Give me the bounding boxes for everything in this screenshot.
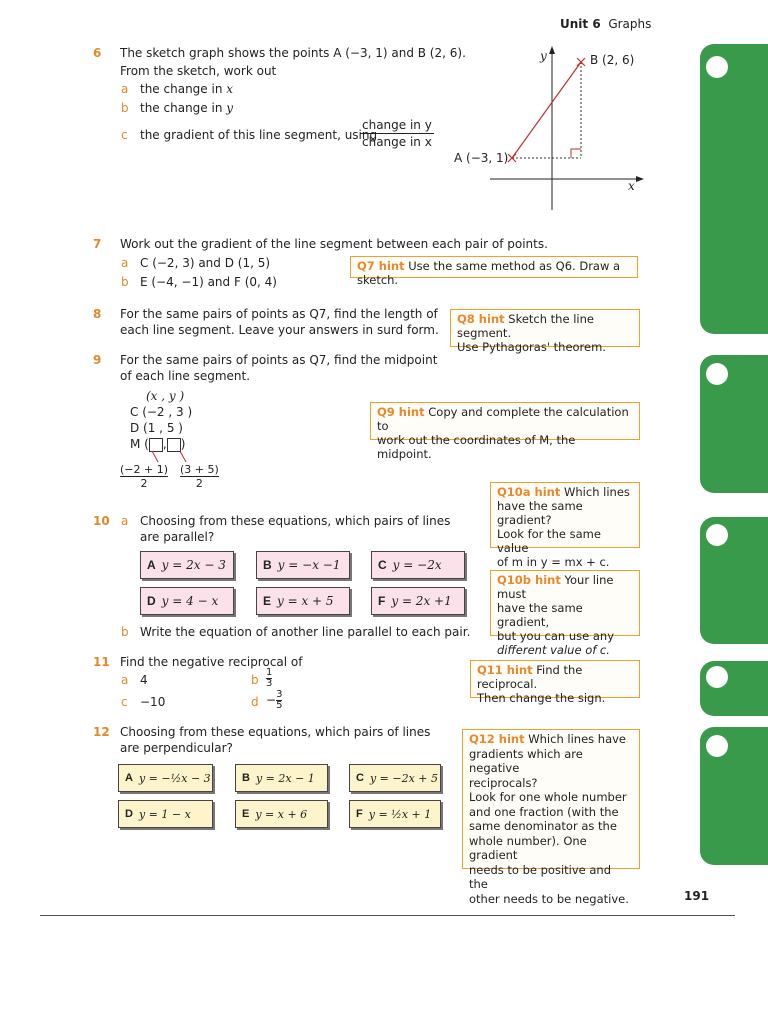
q9-row-d: D (1 , 5 ) bbox=[130, 421, 183, 435]
q12-equation-b: B y = 2x − 1 bbox=[235, 764, 328, 792]
q8-line1: For the same pairs of points as Q7, find the length of bbox=[120, 307, 438, 321]
q12-hint bbox=[462, 729, 640, 906]
q11-text: Find the negative reciprocal of bbox=[120, 655, 303, 669]
q11-b-label: b bbox=[251, 673, 259, 687]
q6-number: 6 bbox=[93, 46, 102, 60]
q11-hint-line2: Then change the sign. bbox=[477, 691, 606, 705]
progress-icon bbox=[706, 363, 728, 385]
q10b-hint-line: different value of c. bbox=[497, 643, 610, 657]
q11-b bbox=[266, 668, 272, 689]
q12-hint-line: same denominator as the bbox=[469, 819, 617, 833]
q7-number: 7 bbox=[93, 237, 102, 251]
q7-hint-text: Use the same method as Q6. Draw a sketch. bbox=[357, 259, 621, 287]
progress-icon bbox=[706, 56, 728, 78]
unit-header bbox=[560, 16, 651, 32]
q6-line2: From the sketch, work out bbox=[120, 64, 277, 78]
q7-hint bbox=[350, 256, 638, 287]
q6-line1: The sketch graph shows the points A (−3, 1) and B (2, 6). bbox=[120, 46, 466, 60]
q12-hint-line: whole number). One gradient bbox=[469, 833, 587, 862]
q11-b-den: 3 bbox=[266, 678, 273, 689]
graph-point-a: A (−3, 1) bbox=[454, 151, 509, 165]
progress-icon bbox=[706, 666, 728, 688]
q10b-hint-label: Q10b hint bbox=[497, 573, 561, 587]
q10-equation-a: A y = 2x − 3 bbox=[140, 551, 234, 579]
q12-equation-e: E y = x + 6 bbox=[235, 800, 328, 828]
q8-hint-label: Q8 hint bbox=[457, 312, 505, 326]
q10-equation-e: E y = x + 5 bbox=[256, 587, 350, 615]
q9-calc-right-top: (3 + 5) bbox=[180, 463, 219, 476]
q10a-hint-label: Q10a hint bbox=[497, 485, 561, 499]
q10b-hint-line: have the same gradient, bbox=[497, 601, 583, 629]
q12-equation-d: D y = 1 − x bbox=[118, 800, 213, 828]
q9-calc-right-bottom: 2 bbox=[195, 477, 203, 490]
q10-equation-c: C y = −2x bbox=[371, 551, 465, 579]
q6-b-label: b bbox=[121, 101, 129, 115]
q12-line2: are perpendicular? bbox=[120, 741, 233, 755]
q12-hint-line: needs to be positive and the bbox=[469, 862, 612, 891]
q7-a-label: a bbox=[121, 256, 129, 270]
q11-d-label: d bbox=[251, 695, 259, 709]
q9-hint-label: Q9 hint bbox=[377, 405, 425, 419]
q9-hint-line2: work out the coordinates of M, the midpoint. bbox=[377, 433, 576, 461]
q10-equation-f: F y = 2x +1 bbox=[371, 587, 465, 615]
q12-equation-f: F y = ½x + 1 bbox=[349, 800, 441, 828]
q6-c: the gradient of this line segment, using bbox=[140, 128, 378, 142]
q6-frac-bottom: change in x bbox=[362, 135, 432, 149]
graph-y-axis-label: y bbox=[540, 49, 547, 63]
q6-a-label: a bbox=[121, 82, 129, 96]
q10-a-label: a bbox=[121, 514, 129, 528]
side-tab-1 bbox=[700, 44, 768, 334]
q10-equation-d: D y = 4 − x bbox=[140, 587, 234, 615]
graph-x-axis-label: x bbox=[628, 179, 635, 193]
q6-a: the change in x bbox=[140, 82, 234, 96]
q7-text: Work out the gradient of the line segment between each pair of points. bbox=[120, 237, 548, 251]
q11-c: −10 bbox=[140, 695, 166, 709]
q11-a: 4 bbox=[140, 673, 148, 687]
q10-equation-b: B y = −x −1 bbox=[256, 551, 350, 579]
q8-line2: each line segment. Leave your answers in surd form. bbox=[120, 323, 439, 337]
q10a-hint bbox=[490, 482, 640, 569]
q9-calc-left-top: (−2 + 1) bbox=[120, 463, 169, 476]
q9-row-m: M ( , ) bbox=[130, 437, 186, 451]
q6-b: the change in y bbox=[140, 101, 234, 115]
q9-number: 9 bbox=[93, 353, 102, 367]
q11-b-num: 1 bbox=[266, 667, 273, 678]
q10a-hint-line: have the same gradient? bbox=[497, 499, 583, 527]
q11-d-den: 5 bbox=[276, 700, 283, 711]
q10-b-label: b bbox=[121, 625, 129, 639]
q12-hint-line: gradients which are negative bbox=[469, 746, 583, 775]
q12-hint-line: Look for one whole number bbox=[469, 790, 627, 804]
q10a-hint-line: Look for the same value bbox=[497, 527, 601, 555]
q12-hint-line: Which lines have bbox=[528, 732, 627, 746]
q12-equation-a: A y = −½x − 3 bbox=[118, 764, 213, 792]
q7-hint-label: Q7 hint bbox=[357, 259, 405, 273]
q10b-hint-line: Your line must bbox=[497, 573, 614, 601]
q12-number: 12 bbox=[93, 725, 110, 739]
q9-row-header: (x , y ) bbox=[146, 389, 185, 403]
q11-c-label: c bbox=[121, 695, 128, 709]
q11-number: 11 bbox=[93, 655, 110, 669]
q11-d: − $\frac{3}{5}$ bbox=[266, 689, 283, 711]
q10b-hint-line: but you can use any bbox=[497, 629, 615, 643]
q9-calc-left-bottom: 2 bbox=[140, 477, 148, 490]
q6-fraction bbox=[360, 117, 434, 150]
q11-a-label: a bbox=[121, 673, 129, 687]
q9-calc-right bbox=[180, 463, 219, 490]
q10a-hint-line: Which lines bbox=[564, 485, 630, 499]
graph-point-b: B (2, 6) bbox=[590, 53, 635, 67]
q9-line2: of each line segment. bbox=[120, 369, 251, 383]
q7-a: C (−2, 3) and D (1, 5) bbox=[140, 256, 271, 270]
q9-hint-line1: Copy and complete the calculation to bbox=[377, 405, 629, 433]
unit-topic: Graphs bbox=[608, 17, 652, 31]
q10-a-line2: are parallel? bbox=[140, 530, 215, 544]
q9-line1: For the same pairs of points as Q7, find the midpoint bbox=[120, 353, 438, 367]
q11-hint-line1: Find the reciprocal. bbox=[477, 663, 583, 691]
q12-line1: Choosing from these equations, which pairs of lines bbox=[120, 725, 431, 739]
q7-b: E (−4, −1) and F (0, 4) bbox=[140, 275, 277, 289]
q10-b-text: Write the equation of another line parallel to each pair. bbox=[140, 625, 471, 639]
progress-icon bbox=[706, 735, 728, 757]
q9-hint bbox=[370, 402, 640, 461]
q9-calc-left bbox=[120, 463, 168, 490]
progress-icon bbox=[706, 524, 728, 546]
q8-number: 8 bbox=[93, 307, 102, 321]
q8-hint-line2: Use Pythagoras' theorem. bbox=[457, 340, 606, 354]
q9-row-c: C (−2 , 3 ) bbox=[130, 405, 193, 419]
q7-b-label: b bbox=[121, 275, 129, 289]
q6-c-label: c bbox=[121, 128, 128, 142]
q10-number: 10 bbox=[93, 514, 110, 528]
q12-hint-line: and one fraction (with the bbox=[469, 804, 619, 819]
q10b-hint bbox=[490, 570, 640, 657]
q8-hint bbox=[450, 309, 640, 354]
page-number: 191 bbox=[684, 889, 710, 903]
q12-hint-line: other needs to be negative. bbox=[469, 891, 629, 906]
q6-frac-top: change in y bbox=[362, 118, 432, 132]
q11-hint-label: Q11 hint bbox=[477, 663, 533, 677]
q10-a-line1: Choosing from these equations, which pairs of lines bbox=[140, 514, 451, 528]
q12-hint-label: Q12 hint bbox=[469, 732, 525, 746]
q11-hint bbox=[470, 660, 640, 705]
q12-equation-c: C y = −2x + 5 bbox=[349, 764, 441, 792]
q8-hint-line1: Sketch the line segment. bbox=[457, 312, 594, 340]
q12-hint-line: reciprocals? bbox=[469, 775, 538, 790]
q10a-hint-line: of m in y = mx + c. bbox=[497, 555, 610, 569]
unit-label: Unit 6 bbox=[560, 17, 601, 31]
bottom-rule bbox=[40, 915, 735, 916]
q11-d-num: 3 bbox=[276, 689, 283, 700]
